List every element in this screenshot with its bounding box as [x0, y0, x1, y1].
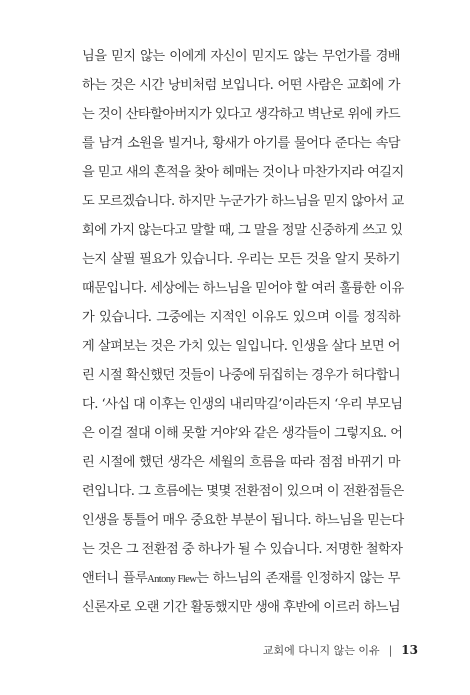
text-line-16: 련입니다. 그 흐름에는 몇몇 전환점이 있으며 이 전환점들은	[82, 484, 404, 499]
text-line-7: 회에 가지 않는다고 말할 때, 그 말을 정말 신중하게 쓰고 있	[82, 223, 403, 238]
text-line-19-pre: 앤터니 플루	[82, 571, 148, 586]
page-number: 13	[401, 643, 418, 657]
running-title: 교회에 다니지 않는 이유	[262, 644, 380, 657]
text-line-19-post: 는 하느님의 존재를 인정하지 않는 무	[196, 571, 400, 586]
text-line-17: 인생을 통틀어 매우 중요한 부분이 됩니다. 하느님을 믿는다	[82, 513, 404, 528]
text-line-3: 는 것이 산타할아버지가 있다고 생각하고 벽난로 위에 카드	[82, 107, 401, 122]
text-line-19	[82, 564, 400, 593]
text-line-14: 은 이걸 절대 이해 못할 거야’와 같은 생각들이 그렇지요. 어	[82, 426, 403, 441]
text-line-20: 신론자로 오랜 기간 활동했지만 생애 후반에 이르러 하느님	[82, 600, 401, 615]
body-text	[82, 42, 404, 622]
page-footer	[263, 640, 418, 660]
text-line-1: 님을 믿지 않는 이에게 자신이 믿지도 않는 무언가를 경배	[82, 49, 400, 64]
text-line-2: 하는 것은 시간 낭비처럼 보입니다. 어떤 사람은 교회에 가	[82, 78, 400, 93]
footer-separator: |	[388, 644, 393, 657]
text-line-9: 때문입니다. 세상에는 하느님을 믿어야 할 여러 훌륭한 이유	[82, 281, 404, 296]
text-line-15: 린 시절에 했던 생각은 세월의 흐름을 따라 점점 바뀌기 마	[82, 455, 400, 470]
text-line-19-latin: Antony Flew	[147, 574, 197, 585]
text-line-5: 을 믿고 새의 흔적을 찾아 헤매는 것이나 마찬가지라 여길지	[82, 165, 404, 180]
text-line-18: 는 것은 그 전환점 중 하나가 될 수 있습니다. 저명한 철학자	[82, 542, 403, 557]
text-line-4: 를 남겨 소원을 빌거나, 황새가 아기를 물어다 준다는 속담	[82, 136, 400, 151]
text-line-11: 게 살펴보는 것은 가치 있는 일입니다. 인생을 살다 보면 어	[82, 339, 400, 354]
text-line-12: 린 시절 확신했던 것들이 나중에 뒤집히는 경우가 허다합니	[82, 368, 401, 383]
text-line-6: 도 모르겠습니다. 하지만 누군가가 하느님을 믿지 않아서 교	[82, 194, 404, 209]
text-line-8: 는지 살필 필요가 있습니다. 우리는 모든 것을 알지 못하기	[82, 252, 400, 267]
text-line-13: 다. ‘사십 대 이후는 인생의 내리막길’이라든지 ‘우리 부모님	[82, 397, 403, 412]
text-line-10: 가 있습니다. 그중에는 지적인 이유도 있으며 이를 정직하	[82, 310, 400, 325]
